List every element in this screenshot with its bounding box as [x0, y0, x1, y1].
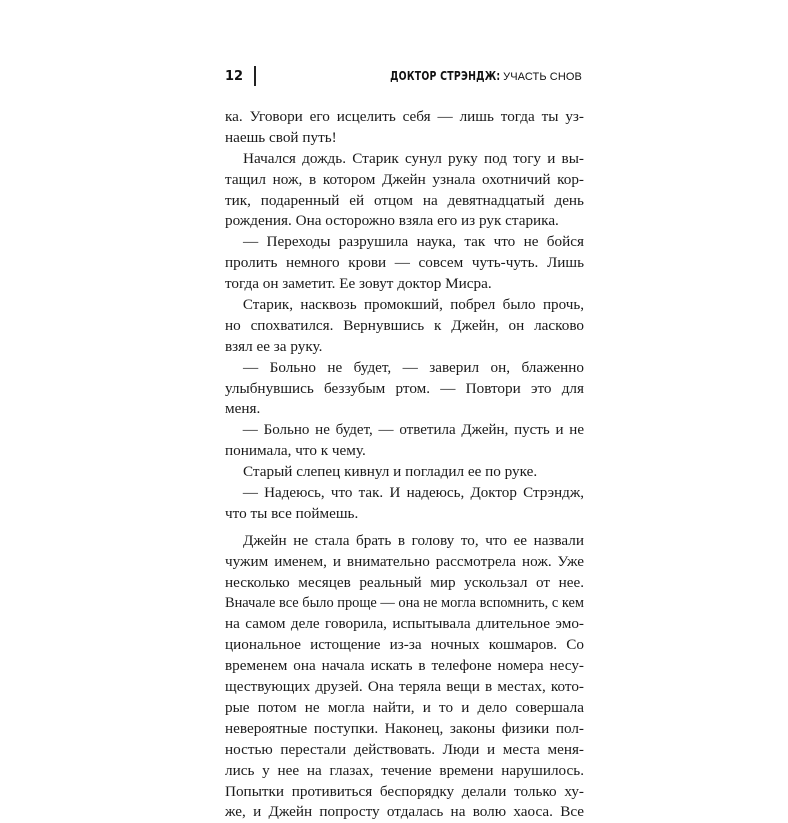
text-line: ностью перестали действовать. Люди и места меня- — [225, 740, 584, 758]
text-line: Попытки противиться беспорядку делали только ху- — [225, 782, 584, 800]
text-line: рые потом не могла найти, и то и дело совершала — [225, 698, 584, 716]
text-line: улыбнувшись беззубым ртом. — Повтори это для — [225, 379, 584, 397]
body-text — [225, 107, 584, 823]
running-header — [0, 66, 788, 90]
text-line: Начался дождь. Старик сунул руку под тогу и вы- — [243, 149, 584, 167]
text-line: невероятные поступки. Наконец, законы физики пол- — [225, 719, 584, 737]
text-line: на самом деле говорила, испытывала длительное эмо- — [225, 615, 584, 633]
page-number: 12 — [225, 69, 244, 84]
text-line: циональное истощение из-за ночных кошмаров. Со — [225, 636, 584, 654]
text-line: рождения. Она осторожно взяла его из рук старика. — [225, 212, 559, 230]
text-line: Джейн не стала брать в голову то, что ее назвали — [243, 531, 584, 549]
running-title-bold: ДОКТОР СТРЭНДЖ: — [389, 69, 500, 83]
text-line: несколько месяцев реальный мир ускользал от нее. — [225, 573, 584, 591]
text-line: — Переходы разрушила наука, так что не бойся — [243, 233, 584, 251]
text-line: лись у нее на глазах, течение времени нарушилось. — [225, 761, 584, 779]
header-divider — [254, 66, 256, 86]
text-line: — Больно не будет, — заверил он, блаженно — [243, 358, 584, 376]
text-line: же, и Джейн попросту отдалась на волю хаоса. Все — [225, 803, 584, 821]
text-line: взял ее за руку. — [225, 337, 323, 355]
text-line: меня. — [225, 400, 261, 418]
text-line: Старик, насквозь промокший, побрел было прочь, — [242, 296, 585, 314]
text-line: Старый слепец кивнул и погладил ее по руке. — [243, 463, 538, 481]
text-line: ществующих друзей. Она теряла вещи в местах, кото- — [225, 678, 584, 696]
text-line: тащил нож, в котором Джейн узнала охотничий кор- — [225, 170, 584, 188]
text-line: что ты все поймешь. — [225, 504, 359, 522]
text-line: — Надеюсь, что так. И надеюсь, Доктор Стрэндж, — [242, 484, 584, 502]
text-line: но спохватился. Вернувшись к Джейн, он ласково — [225, 316, 584, 334]
text-line: временем она начала искать в телефоне номера несу- — [225, 657, 584, 675]
text-line: пролить немного крови — совсем чуть-чуть. Лишь — [225, 254, 584, 272]
text-line: — Больно не будет, — ответила Джейн, пусть и не — [242, 421, 585, 439]
running-title-light: УЧАСТЬ СНОВ — [499, 71, 582, 83]
text-line: наешь свой путь! — [225, 128, 337, 146]
text-line: тогда он заметит. Ее зовут доктор Мисра. — [225, 275, 492, 293]
text-line: Вначале все было проще — она не могла вспомнить, с кем — [225, 594, 584, 612]
text-line: ка. Уговори его исцелить себя — лишь тогда ты уз- — [225, 108, 584, 125]
text-line: понимала, что к чему. — [225, 442, 366, 460]
text-line: чужим именем, и внимательно рассмотрела нож. Уже — [225, 552, 584, 570]
text-line: тик, подаренный ей отцом на девятнадцатый день — [225, 191, 584, 209]
running-title — [359, 69, 582, 83]
